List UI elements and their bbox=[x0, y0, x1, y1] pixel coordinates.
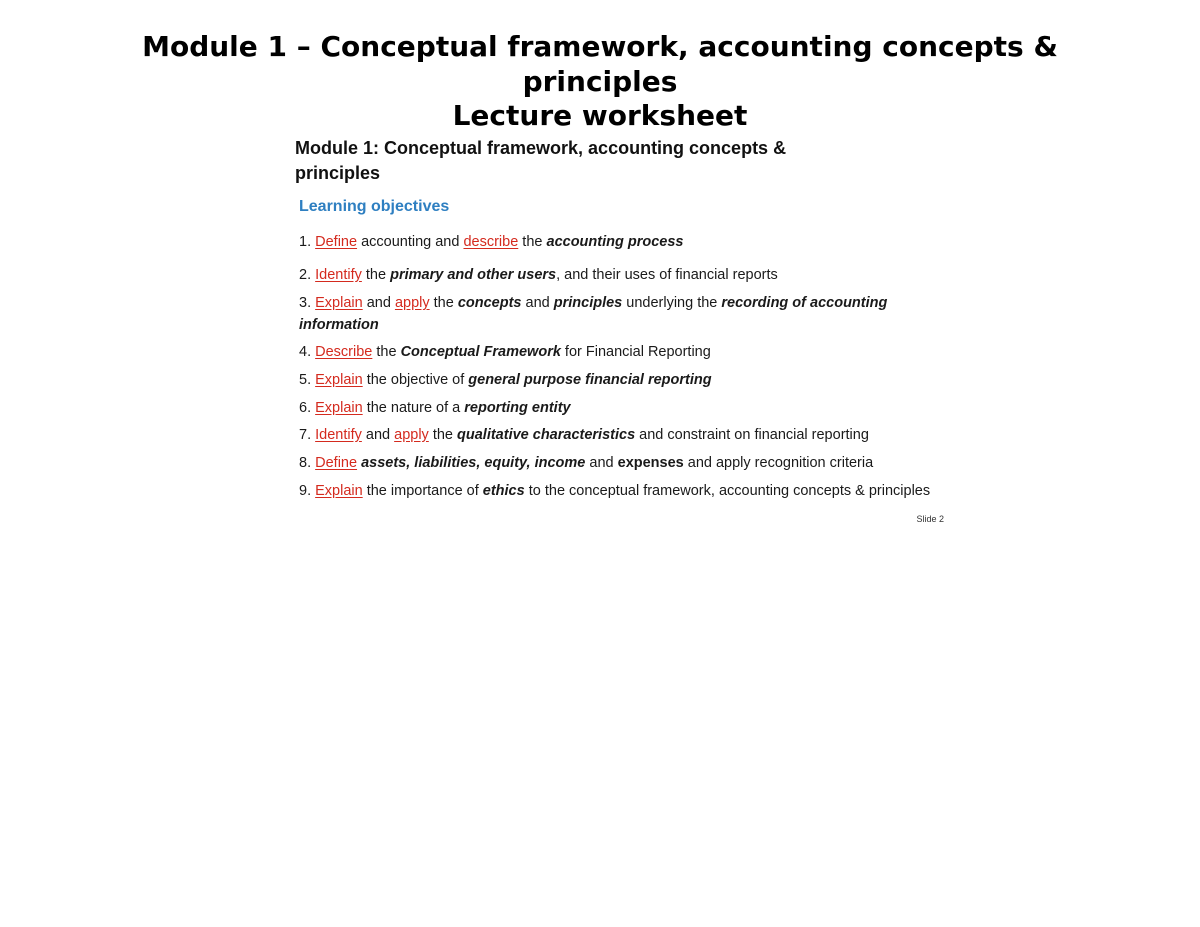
objective-item bbox=[299, 425, 947, 447]
objective-verb: describe bbox=[463, 234, 519, 250]
slide-title bbox=[295, 136, 855, 186]
objective-emphasis: reporting entity bbox=[464, 400, 571, 416]
objective-text: the bbox=[428, 427, 458, 443]
page-title-line-2: principles bbox=[522, 64, 678, 98]
objective-item bbox=[299, 232, 947, 254]
objective-text: for Financial Reporting bbox=[560, 344, 711, 360]
objective-text: 8. bbox=[299, 455, 316, 471]
objective-verb: Explain bbox=[315, 483, 363, 499]
objective-verb: apply bbox=[394, 295, 430, 311]
objective-verb: Explain bbox=[315, 295, 363, 311]
objective-text: the objective of bbox=[362, 372, 469, 388]
objective-emphasis: general purpose financial reporting bbox=[468, 372, 712, 388]
objective-verb: Explain bbox=[315, 372, 363, 388]
objective-emphasis: qualitative characteristics bbox=[457, 427, 636, 443]
slide-title-line-1: Module 1: Conceptual framework, accounting concepts & bbox=[295, 138, 787, 158]
objective-emphasis: Conceptual Framework bbox=[400, 344, 561, 360]
objective-verb: Define bbox=[315, 234, 358, 250]
objective-emphasis: recording of accounting information bbox=[299, 295, 888, 333]
objective-text: to the conceptual framework, accounting concepts & principles bbox=[524, 483, 931, 499]
objective-verb: Describe bbox=[315, 344, 373, 360]
page-title-line-1: Module 1 – Conceptual framework, accounting concepts & bbox=[142, 30, 1058, 63]
objective-text: 5. bbox=[299, 372, 316, 388]
objective-text: 3. bbox=[299, 295, 316, 311]
objective-item bbox=[299, 453, 947, 475]
objective-emphasis: principles bbox=[553, 295, 623, 311]
objective-verb: apply bbox=[394, 427, 429, 443]
objective-emphasis: ethics bbox=[482, 483, 525, 499]
objective-text: and bbox=[521, 295, 554, 311]
objective-text: , and their uses of financial reports bbox=[556, 267, 778, 283]
objective-text: the nature of a bbox=[362, 400, 465, 416]
objective-verb: Define bbox=[315, 455, 358, 471]
objective-text: 7. bbox=[299, 427, 316, 443]
learning-objectives-heading: Learning objectives bbox=[299, 198, 450, 215]
objective-text: 6. bbox=[299, 400, 316, 416]
objective-item bbox=[299, 481, 947, 503]
slide-title-line-2: principles bbox=[295, 163, 381, 183]
objective-item bbox=[299, 370, 947, 392]
objective-item bbox=[299, 293, 947, 336]
objective-text: 9. bbox=[299, 483, 316, 499]
page-title-line-3: Lecture worksheet bbox=[452, 99, 748, 132]
objective-text: and constraint on financial reporting bbox=[635, 427, 869, 443]
objective-verb: Identify bbox=[315, 267, 362, 283]
objective-text: and bbox=[361, 427, 395, 443]
slide-image bbox=[285, 132, 953, 532]
objective-text: 4. bbox=[299, 344, 316, 360]
objective-text: underlying the bbox=[622, 295, 722, 311]
objective-text: accounting and bbox=[357, 234, 464, 250]
objective-emphasis: accounting process bbox=[546, 234, 684, 250]
objective-item bbox=[299, 342, 947, 364]
objective-text: the bbox=[429, 295, 458, 311]
objective-verb: Identify bbox=[315, 427, 362, 443]
objective-text: 2. bbox=[299, 267, 316, 283]
objective-text: the bbox=[361, 267, 391, 283]
objective-emphasis: primary and other users bbox=[390, 267, 557, 283]
objective-text: the importance of bbox=[362, 483, 483, 499]
objective-text: and bbox=[362, 295, 395, 311]
objective-emphasis: concepts bbox=[457, 295, 522, 311]
objective-item bbox=[299, 265, 947, 287]
page-title bbox=[0, 30, 1200, 134]
objective-text: and apply recognition criteria bbox=[683, 455, 874, 471]
objective-emphasis: assets, liabilities, equity, income bbox=[361, 455, 586, 471]
objective-text: the bbox=[372, 344, 401, 360]
objective-strong: expenses bbox=[617, 455, 684, 471]
slide-number: Slide 2 bbox=[916, 514, 944, 524]
objective-text: and bbox=[585, 455, 618, 471]
objective-text: the bbox=[518, 234, 547, 250]
objective-item bbox=[299, 398, 947, 420]
objective-text: 1. bbox=[299, 234, 316, 250]
objective-verb: Explain bbox=[315, 400, 363, 416]
